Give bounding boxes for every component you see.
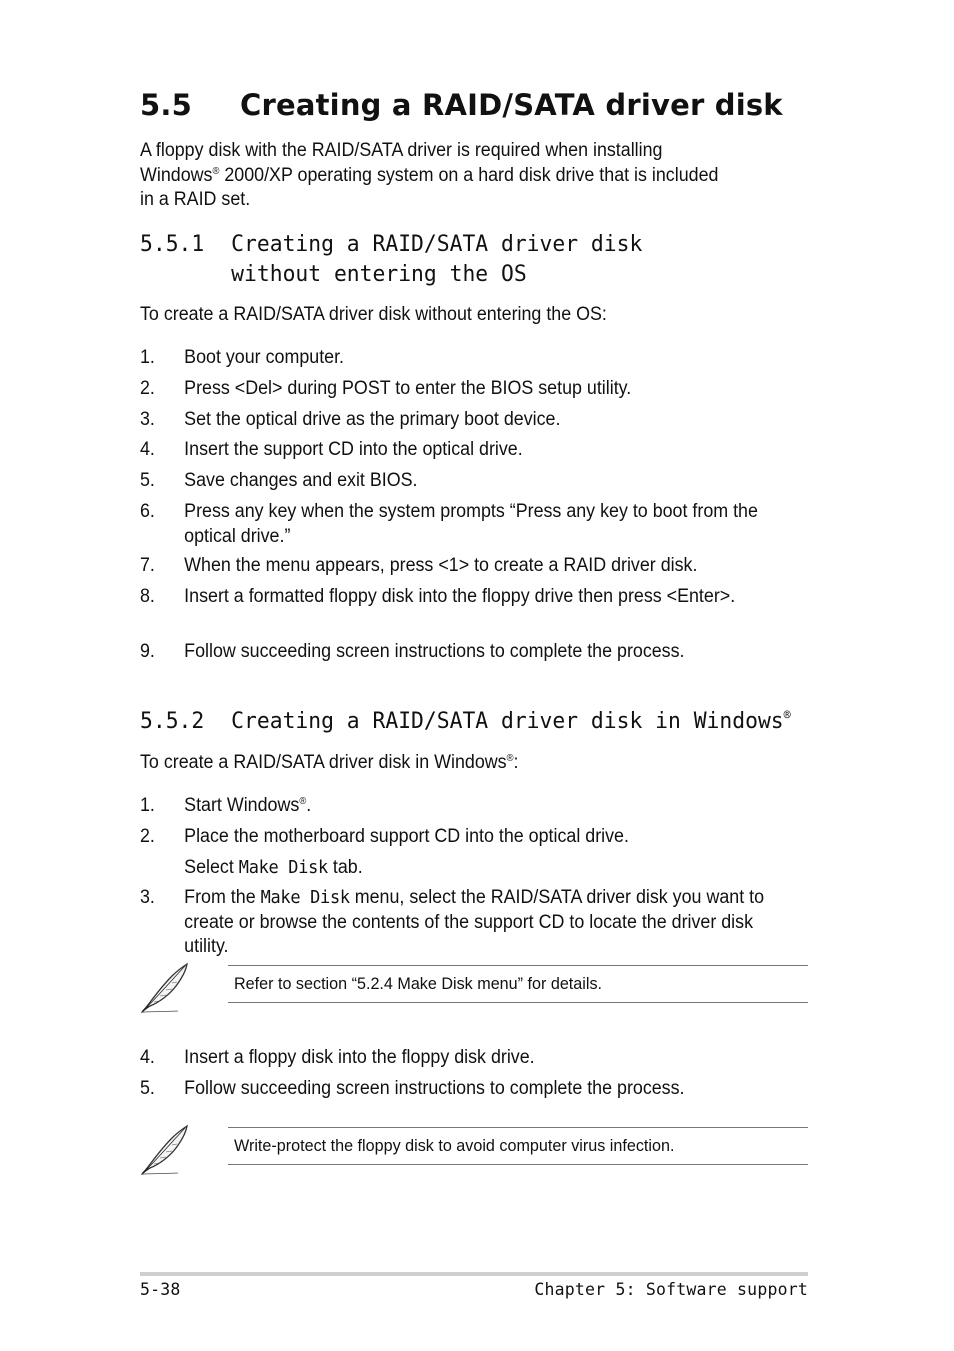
section-heading bbox=[140, 88, 783, 122]
make-disk-keyword: Make Disk bbox=[260, 887, 350, 908]
subsection-1-lead: To create a RAID/SATA driver disk without entering the OS: bbox=[140, 304, 607, 325]
registered-mark: ® bbox=[212, 165, 220, 177]
page-number: 5-38 bbox=[140, 1280, 181, 1299]
subsection-heading-1 bbox=[140, 230, 642, 290]
intro-line: in a RAID set. bbox=[140, 189, 251, 210]
registered-mark: ® bbox=[506, 753, 514, 764]
list-item: 7. When the menu appears, press <1> to create a RAID driver disk. bbox=[140, 555, 698, 576]
registered-mark: ® bbox=[299, 796, 307, 807]
list-item: 8. Insert a formatted floppy disk into the floppy drive then press <Enter>. bbox=[140, 586, 736, 607]
list-item: 5. Save changes and exit BIOS. bbox=[140, 470, 418, 491]
section-intro bbox=[140, 139, 770, 213]
make-disk-keyword: Make Disk bbox=[238, 857, 328, 878]
footer-rule bbox=[140, 1272, 808, 1276]
list-item: 1. Boot your computer. bbox=[140, 347, 345, 368]
note-box bbox=[228, 965, 808, 1003]
note-text: Refer to section “5.2.4 Make Disk menu” for details. bbox=[234, 974, 603, 993]
section-title: Creating a RAID/SATA driver disk bbox=[240, 88, 783, 122]
note-text: Write-protect the floppy disk to avoid computer virus infection. bbox=[234, 1136, 675, 1155]
list-item: 4. Insert the support CD into the optical drive. bbox=[140, 439, 523, 460]
list-item: 3. From the Make Disk menu, select the RAID/SATA driver disk you want to create or browse the contents of the support CD to locate the driver disk utility. bbox=[140, 887, 765, 957]
intro-line: Windows® 2000/XP operating system on a hard disk drive that is included bbox=[140, 164, 719, 186]
list-item: 5. Follow succeeding screen instructions to complete the process. bbox=[140, 1078, 685, 1099]
note-box bbox=[228, 1127, 808, 1165]
list-item: 1. Start Windows®. bbox=[140, 795, 312, 816]
subsection-heading-2 bbox=[140, 707, 791, 737]
list-item: 4. Insert a floppy disk into the floppy disk drive. bbox=[140, 1047, 535, 1068]
section-number: 5.5 bbox=[140, 88, 192, 122]
subsection-2-lead: To create a RAID/SATA driver disk in Windows®: bbox=[140, 752, 519, 773]
subsection-title: Creating a RAID/SATA driver disk bbox=[231, 232, 643, 257]
subsection-number: 5.5.2 bbox=[140, 709, 205, 734]
subsection-number: 5.5.1 bbox=[140, 232, 205, 257]
feather-pen-icon bbox=[138, 962, 190, 1014]
list-item: 9. Follow succeeding screen instructions to complete the process. bbox=[140, 641, 685, 662]
feather-pen-icon bbox=[138, 1124, 190, 1176]
list-item-continuation: Select Make Disk tab. bbox=[184, 857, 363, 878]
intro-line: A floppy disk with the RAID/SATA driver is required when installing bbox=[140, 140, 663, 161]
list-item: 6. Press any key when the system prompts “Press any key to boot from the optical drive.” bbox=[140, 501, 758, 547]
list-item: 2. Place the motherboard support CD into the optical drive. bbox=[140, 826, 629, 847]
subsection-title-cont: without entering the OS bbox=[231, 262, 527, 287]
list-item: 3. Set the optical drive as the primary boot device. bbox=[140, 409, 561, 430]
registered-mark: ® bbox=[783, 708, 791, 722]
chapter-title: Chapter 5: Software support bbox=[534, 1280, 808, 1299]
list-item: 2. Press <Del> during POST to enter the BIOS setup utility. bbox=[140, 378, 632, 399]
subsection-title: Creating a RAID/SATA driver disk in Windows bbox=[231, 709, 784, 734]
